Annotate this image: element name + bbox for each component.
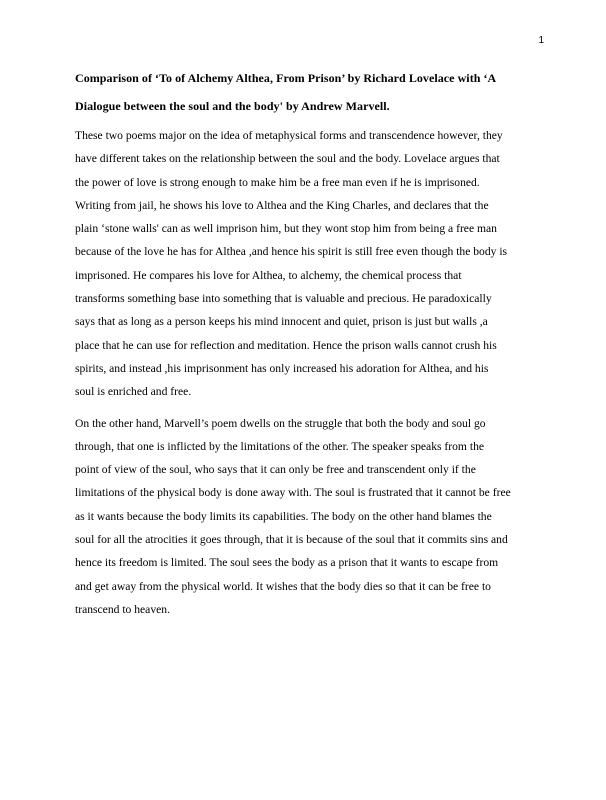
essay-title bbox=[75, 64, 537, 120]
text-line: On the other hand, Marvell’s poem dwells on the struggle that both the body and soul go bbox=[75, 416, 486, 430]
document-body bbox=[75, 64, 537, 629]
text-line: These two poems major on the idea of metaphysical forms and transcendence however, they bbox=[75, 129, 503, 142]
text-line: spirits, and instead ,his imprisonment has only increased his adoration for Althea, and his bbox=[75, 361, 489, 375]
text-line: because of the love he has for Althea ,and hence his spirit is still free even though the body is bbox=[75, 245, 508, 259]
title-line: Dialogue between the soul and the body' by Andrew Marvell. bbox=[75, 99, 390, 113]
text-line: limitations of the physical body is done away with. The soul is frustrated that it cannot be free bbox=[75, 486, 511, 500]
text-line: says that as long as a person keeps his mind innocent and quiet, prison is just but walls ,a bbox=[75, 315, 488, 329]
text-line: and get away from the physical world. It wishes that the body dies so that it can be free to bbox=[75, 579, 491, 593]
text-line: as it wants because the body limits its capabilities. The body on the other hand blames the bbox=[75, 509, 492, 523]
text-line: soul for all the atrocities it goes through, that it is because of the soul that it commits sins and bbox=[75, 533, 508, 547]
text-line: Writing from jail, he shows his love to Althea and the King Charles, and declares that the bbox=[75, 198, 489, 212]
text-line: place that he can use for reflection and meditation. Hence the prison walls cannot crush his bbox=[75, 338, 497, 352]
paragraph-1 bbox=[75, 124, 537, 404]
text-line: transcend to heaven. bbox=[75, 602, 170, 616]
title-line: Comparison of ‘To of Alchemy Althea, From Prison’ by Richard Lovelace with ‘A bbox=[75, 71, 497, 85]
text-line: point of view of the soul, who says that it can only be free and transcendent only if the bbox=[75, 463, 476, 477]
text-line: imprisoned. He compares his love for Althea, to alchemy, the chemical process that bbox=[75, 268, 462, 282]
text-line: through, that one is inflicted by the limitations of the other. The speaker speaks from the bbox=[75, 439, 485, 453]
text-line: have different takes on the relationship between the soul and the body. Lovelace argues that bbox=[75, 152, 500, 166]
paragraph-2 bbox=[75, 412, 537, 622]
page-number: 1 bbox=[538, 35, 544, 46]
text-line: plain ‘stone walls' can as well imprison him, but they wont stop him from being a free man bbox=[75, 222, 497, 236]
text-line: transforms something base into something that is valuable and precious. He paradoxically bbox=[75, 292, 492, 306]
text-line: hence its freedom is limited. The soul sees the body as a prison that it wants to escape from bbox=[75, 556, 499, 570]
text-line: the power of love is strong enough to make him be a free man even if he is imprisoned. bbox=[75, 175, 480, 189]
text-line: soul is enriched and free. bbox=[75, 385, 192, 399]
